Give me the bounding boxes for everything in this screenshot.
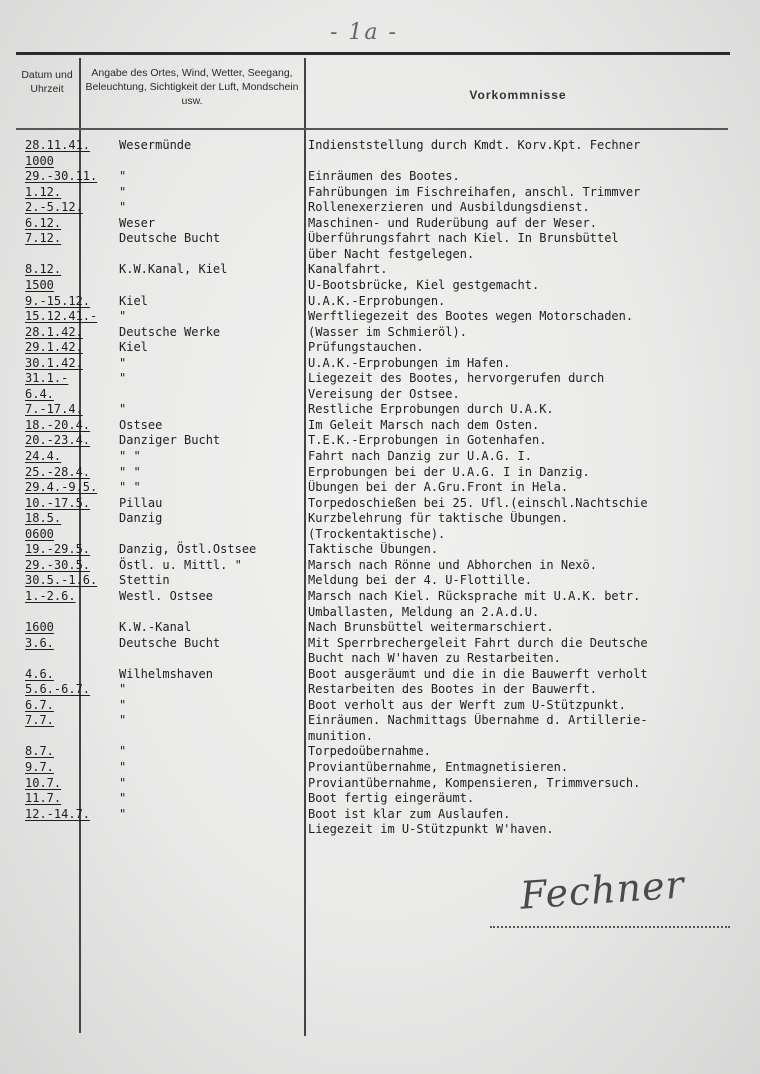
entry-date: 25.-28.4. — [25, 464, 91, 479]
entry-event: Überführungsfahrt nach Kiel. In Brunsbüttel — [308, 231, 619, 246]
diary-entry-row — [0, 776, 760, 791]
diary-entry-row — [0, 729, 760, 744]
entry-event: Boot ist klar zum Auslaufen. — [308, 806, 511, 821]
entry-place: " — [119, 355, 127, 370]
diary-entry-row — [0, 309, 760, 324]
entry-event: Prüfungstauchen. — [308, 340, 424, 355]
entry-event: U.A.K.-Erprobungen. — [308, 293, 446, 308]
diary-entry-row — [0, 371, 760, 386]
diary-entry-row — [0, 169, 760, 184]
entry-date: 2.-5.12. — [25, 200, 83, 215]
entry-place: Stettin — [119, 573, 170, 588]
entry-place: " — [119, 744, 127, 759]
entry-place: Danzig — [119, 511, 163, 526]
entry-place: Ostsee — [119, 417, 163, 432]
diary-entry-row — [0, 511, 760, 526]
entry-place: K.W.Kanal, Kiel — [119, 262, 228, 277]
diary-entry-row — [0, 760, 760, 775]
entry-event: (Trockentaktische). — [308, 526, 446, 541]
diary-entry-row — [0, 822, 760, 837]
entry-event: Boot ausgeräumt und die in die Bauwerft verholt — [308, 666, 648, 681]
entry-place: Danziger Bucht — [119, 433, 221, 448]
signature: Fechner — [518, 862, 687, 918]
entry-event: Fahrübungen im Fischreihafen, anschl. Trimmver — [308, 184, 641, 199]
entry-event: Nach Brunsbüttel weitermarschiert. — [308, 620, 554, 635]
signature-block — [490, 860, 740, 940]
top-rule — [16, 52, 730, 55]
entry-event: (Wasser im Schmieröl). — [308, 324, 467, 339]
entry-place: " — [119, 169, 127, 184]
entry-event: Einräumen. Nachmittags Übernahme d. Artillerie- — [308, 713, 648, 728]
entry-date: 1000 — [25, 153, 54, 168]
diary-entry-row — [0, 791, 760, 806]
entry-event: T.E.K.-Erprobungen in Gotenhafen. — [308, 433, 547, 448]
entry-place: Wilhelmshaven — [119, 666, 213, 681]
entry-date: 4.6. — [25, 666, 54, 681]
entry-place: " " — [119, 449, 141, 463]
header-place-column: Angabe des Ortes, Wind, Wetter, Seegang, Beleuchtung, Sichtigkeit der Luft, Mondschein usw. — [85, 67, 299, 107]
entry-event: Meldung bei der 4. U-Flottille. — [308, 573, 532, 588]
entry-place: " " — [119, 480, 141, 495]
entry-date: 29.-30.11. — [25, 169, 98, 184]
entry-date: 30.5.-1.6. — [25, 573, 98, 588]
entry-event: Restliche Erprobungen durch U.A.K. — [308, 402, 554, 417]
entry-place: " — [119, 184, 127, 199]
entry-date: 8.12. — [25, 262, 62, 277]
entry-event: Boot fertig eingeräumt. — [308, 791, 475, 806]
entry-date: 7.-17.4. — [25, 402, 83, 417]
diary-entry-row — [0, 247, 760, 262]
entry-event: Rollenexerzieren und Ausbildungsdienst. — [308, 200, 590, 215]
entry-place: Deutsche Werke — [119, 324, 221, 339]
entry-place: Kiel — [119, 340, 148, 355]
signature-line — [490, 926, 730, 928]
entry-date: 6.7. — [25, 697, 54, 712]
diary-entry-row — [0, 449, 760, 464]
entry-place: Östl. u. Mittl. " — [119, 557, 242, 572]
entry-date: 29.-30.5. — [25, 557, 91, 572]
diary-entry-row — [0, 231, 760, 246]
entry-date: 29.1.42. — [25, 340, 83, 355]
diary-entry-row — [0, 356, 760, 371]
entry-place: " — [119, 309, 127, 324]
entry-event: Bucht nach W'haven zu Restarbeiten. — [308, 651, 561, 666]
entry-date: 10.7. — [25, 775, 62, 790]
entry-date: 0600 — [25, 526, 54, 541]
entry-date: 5.6.-6.7. — [25, 682, 91, 697]
entry-date: 24.4. — [25, 449, 62, 463]
entry-event: U-Bootsbrücke, Kiel gestgemacht. — [308, 277, 540, 292]
diary-entry-row — [0, 402, 760, 417]
diary-entry-row — [0, 713, 760, 728]
header-date-column: Datum und Uhrzeit — [21, 69, 73, 95]
entry-event: U.A.K.-Erprobungen im Hafen. — [308, 355, 511, 370]
entry-event: Mit Sperrbrechergeleit Fahrt durch die Deutsche — [308, 635, 648, 650]
entry-event: Vereisung der Ostsee. — [308, 386, 460, 401]
entry-event: Restarbeiten des Bootes in der Bauwerft. — [308, 682, 597, 697]
entry-event: Kanalfahrt. — [308, 262, 388, 277]
entry-place: Kiel — [119, 293, 148, 308]
diary-entry-row — [0, 200, 760, 215]
entry-place: Weser — [119, 215, 156, 230]
entry-event: über Nacht festgelegen. — [308, 246, 475, 261]
diary-entry-row — [0, 185, 760, 200]
entry-event: Taktische Übungen. — [308, 542, 439, 557]
diary-entry-row — [0, 433, 760, 448]
entry-date: 19.-29.5. — [25, 542, 91, 557]
entry-date: 3.6. — [25, 635, 54, 650]
entry-date: 18.5. — [25, 511, 62, 526]
entry-event: Proviantübernahme, Kompensieren, Trimmversuch. — [308, 775, 641, 790]
entry-place: Westl. Ostsee — [119, 588, 213, 603]
entry-date: 1.12. — [25, 184, 62, 199]
entry-event: Indienststellung durch Kmdt. Korv.Kpt. Fechner — [308, 138, 641, 152]
diary-entry-row — [0, 496, 760, 511]
entry-date: 6.12. — [25, 215, 62, 230]
entry-event: Fahrt nach Danzig zur U.A.G. I. — [308, 449, 532, 463]
entry-event: Marsch nach Kiel. Rücksprache mit U.A.K. betr. — [308, 588, 641, 603]
entry-date: 8.7. — [25, 744, 54, 759]
entry-place: " — [119, 200, 127, 215]
entry-place: " — [119, 760, 127, 774]
entry-event: Übungen bei der A.Gru.Front in Hela. — [308, 480, 569, 495]
entry-event: Torpedoschießen bei 25. Ufl.(einschl.Nachtschie — [308, 495, 648, 510]
diary-entry-row — [0, 340, 760, 355]
entry-event: Einräumen des Bootes. — [308, 169, 460, 184]
entry-date: 9.-15.12. — [25, 293, 91, 308]
entry-event: Liegezeit im U-Stützpunkt W'haven. — [308, 822, 554, 837]
entry-event: Torpedoübernahme. — [308, 744, 431, 759]
entry-event: Erprobungen bei der U.A.G. I in Danzig. — [308, 464, 590, 479]
entry-event: Umballasten, Meldung an 2.A.d.U. — [308, 604, 540, 619]
entry-date: 18.-20.4. — [25, 417, 91, 432]
entry-date: 20.-23.4. — [25, 433, 91, 448]
diary-entry-row — [0, 589, 760, 604]
entry-event: Maschinen- und Ruderübung auf der Weser. — [308, 215, 597, 230]
diary-entry-row — [0, 154, 760, 169]
entry-place: " — [119, 791, 127, 806]
entry-event: Im Geleit Marsch nach dem Osten. — [308, 417, 540, 432]
entry-event: munition. — [308, 728, 374, 743]
entry-date: 10.-17.5. — [25, 495, 91, 510]
entry-date: 31.1.- — [25, 371, 69, 386]
diary-entry-row — [0, 325, 760, 340]
entry-place: " " — [119, 464, 141, 479]
diary-entry-row — [0, 620, 760, 635]
entry-place: Wesermünde — [119, 138, 192, 152]
entry-date: 11.7. — [25, 791, 62, 806]
entry-event: Boot verholt aus der Werft zum U-Stützpunkt. — [308, 697, 626, 712]
entry-date: 6.4. — [25, 386, 54, 401]
diary-entry-row — [0, 262, 760, 277]
entry-event: Werftliegezeit des Bootes wegen Motorschaden. — [308, 309, 634, 324]
diary-entry-row — [0, 636, 760, 651]
diary-entry-row — [0, 698, 760, 713]
header-rule — [16, 128, 728, 130]
entry-date: 15.12.41.- — [25, 309, 98, 324]
entry-place: " — [119, 775, 127, 790]
entry-date: 1600 — [25, 620, 54, 635]
diary-entry-row — [0, 480, 760, 495]
page-number: - 1a - — [330, 20, 398, 45]
entry-place: K.W.-Kanal — [119, 620, 192, 635]
entry-place: Deutsche Bucht — [119, 231, 221, 246]
diary-entry-row — [0, 465, 760, 480]
entry-event: Kurzbelehrung für taktische Übungen. — [308, 511, 569, 526]
diary-entry-row — [0, 278, 760, 293]
entry-date: 29.4.-9.5. — [25, 480, 98, 495]
diary-entry-row — [0, 573, 760, 588]
entry-date: 1500 — [25, 277, 54, 292]
diary-entry-row — [0, 387, 760, 402]
diary-entry-row — [0, 418, 760, 433]
entry-date: 7.7. — [25, 713, 54, 728]
entry-date: 28.11.41. — [25, 138, 91, 152]
entry-date: 1.-2.6. — [25, 588, 76, 603]
entry-place: " — [119, 806, 127, 821]
entry-event: Proviantübernahme, Entmagnetisieren. — [308, 760, 569, 774]
diary-entry-row — [0, 138, 760, 153]
entry-date: 7.12. — [25, 231, 62, 246]
diary-entry-row — [0, 682, 760, 697]
entry-date: 12.-14.7. — [25, 806, 91, 821]
entry-place: Pillau — [119, 495, 163, 510]
diary-entry-row — [0, 527, 760, 542]
entry-place: " — [119, 713, 127, 728]
entry-place: " — [119, 402, 127, 417]
entry-place: Deutsche Bucht — [119, 635, 221, 650]
diary-entry-row — [0, 558, 760, 573]
diary-entry-row — [0, 744, 760, 759]
diary-entry-row — [0, 216, 760, 231]
entry-place: " — [119, 371, 127, 386]
entry-date: 9.7. — [25, 760, 54, 774]
entry-date: 30.1.42. — [25, 355, 83, 370]
entry-place: " — [119, 682, 127, 697]
header-events-column: Vorkommnisse — [469, 88, 567, 102]
entry-date: 28.1.42. — [25, 324, 83, 339]
diary-entry-row — [0, 667, 760, 682]
diary-entry-row — [0, 605, 760, 620]
entry-place: " — [119, 697, 127, 712]
entry-event: Marsch nach Rönne und Abhorchen in Nexö. — [308, 557, 597, 572]
diary-entry-row — [0, 807, 760, 822]
diary-entry-row — [0, 542, 760, 557]
entry-place: Danzig, Östl.Ostsee — [119, 542, 257, 557]
diary-entry-row — [0, 294, 760, 309]
diary-entry-row — [0, 651, 760, 666]
entry-event: Liegezeit des Bootes, hervorgerufen durch — [308, 371, 605, 386]
